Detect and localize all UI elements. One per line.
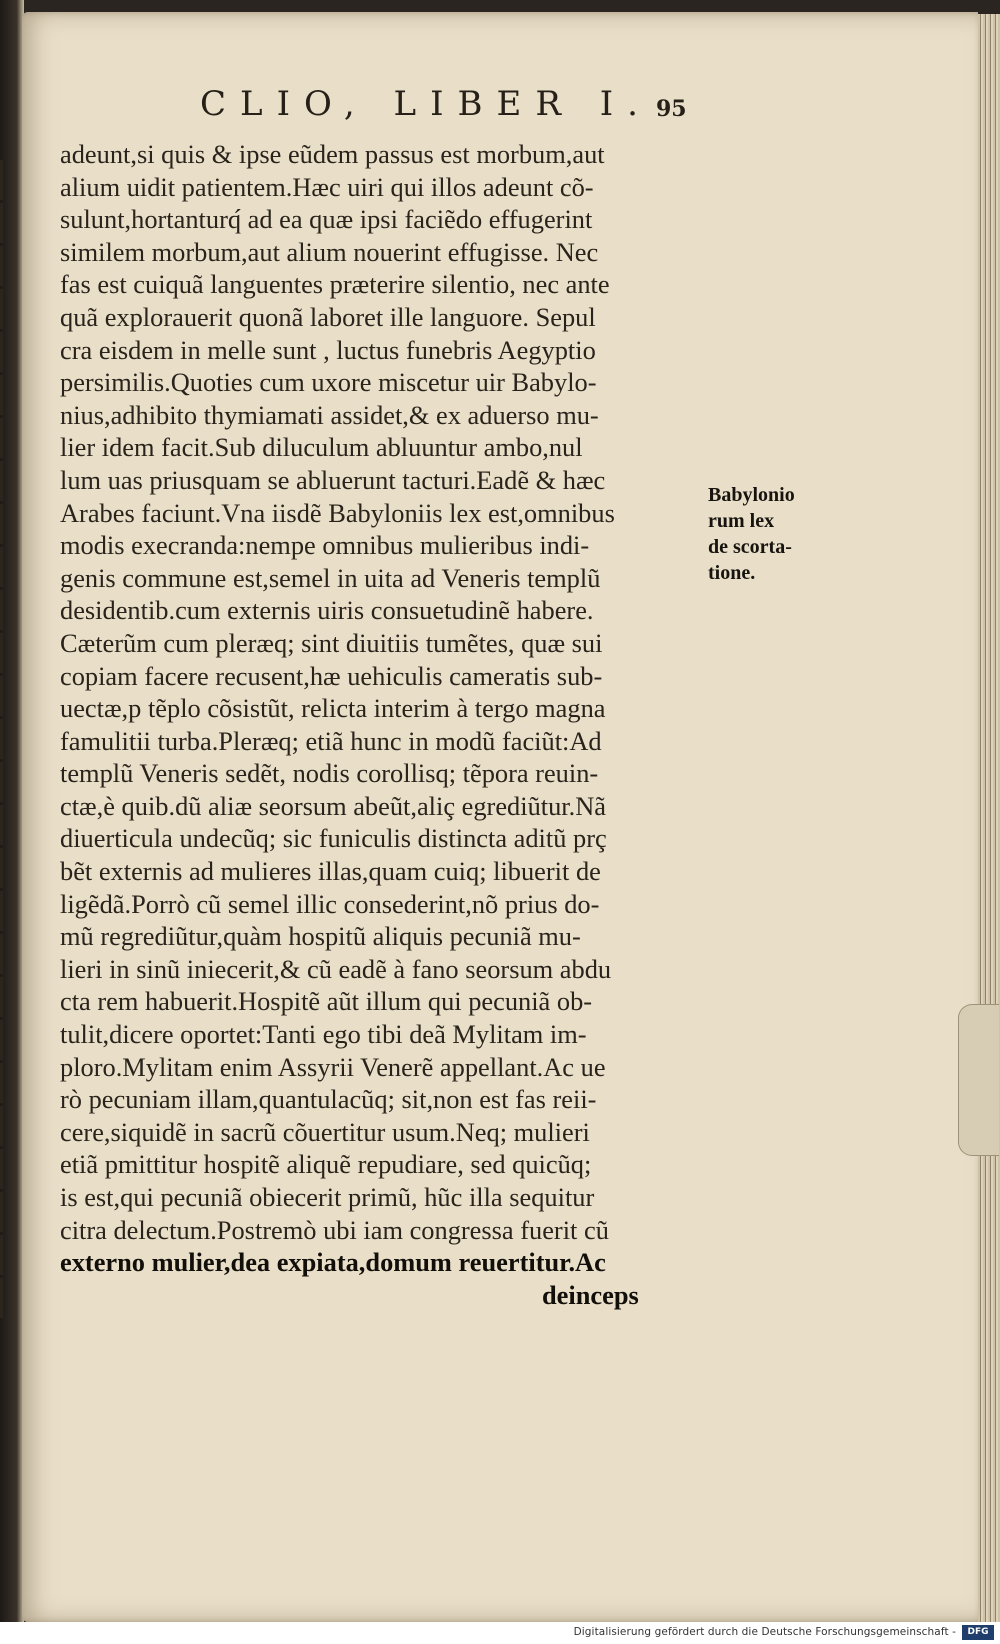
text-line: mũ regrediũtur,quàm hospitũ aliquis pecuniã mu- (60, 921, 581, 952)
running-title: CLIO, LIBER I. (200, 84, 652, 124)
text-line: sulunt,hortanturq́ ad ea quæ ipsi faciẽdo effugerint (60, 204, 593, 235)
text-line: cra eisdem in melle sunt , luctus funebris Aegyptio (60, 334, 596, 365)
text-line: nius,adhibito thymiamati assidet,& ex aduerso mu- (60, 399, 599, 430)
footer-bar (0, 1622, 1000, 1644)
text-line: templũ Veneris sedẽt, nodis corollisq; tẽpora reuin- (60, 758, 599, 789)
text-line: modis execranda:nempe omnibus mulieribus indi- (60, 530, 590, 561)
text-line: adeunt,si quis & ipse eũdem passus est morbum,aut (60, 139, 605, 169)
text-line: genis commune est,semel in uita ad Veneris templũ (60, 562, 601, 593)
text-line: uectæ,p tẽplo cõsistũt, relicta interim à tergo magna (60, 693, 606, 724)
text-line: desidentib.cum externis uiris consuetudinẽ habere. (60, 595, 594, 626)
folio-number: 95 (656, 96, 687, 122)
text-line: citra delectum.Postremò ubi iam congressa fuerit cũ (60, 1214, 609, 1245)
text-line: etiã pmittitur hospitẽ aliquẽ repudiare, sed quicũq; (60, 1149, 592, 1180)
text-line: cta rem habuerit.Hospitẽ aũt illum qui pecuniã ob- (60, 986, 593, 1017)
text-line: similem morbum,aut alium nouerint effugisse. Nec (60, 236, 599, 267)
text-line: Cæterũm cum pleræq; sint diuitiis tumẽtes, quæ sui (60, 627, 603, 658)
page-tab (958, 1004, 999, 1156)
text-line: Arabes faciunt.Vna iisdẽ Babyloniis lex est,omnibus (60, 497, 615, 528)
text-line: deinceps (542, 1279, 639, 1310)
dfg-logo: DFG (962, 1625, 994, 1640)
text-line: rò pecuniam illam,quantulacũq; sit,non est fas reii- (60, 1084, 597, 1115)
text-line: fas est cuiquã languentes præterire silentio, nec ante (60, 269, 610, 300)
text-line: lum uas priusquam se abluerunt tacturi.Eadẽ & hæc (60, 464, 606, 495)
text-line: copiam facere recusent,hæ uehiculis cameratis sub- (60, 660, 603, 691)
margin-note-line: de scorta- (708, 536, 792, 558)
body-text (60, 138, 720, 1311)
text-line: famulitii turba.Pleræq; etiã hunc in modũ faciũt:Ad (60, 725, 602, 756)
text-line: is est,qui pecuniã obiecerit primũ, hũc illa sequitur (60, 1182, 595, 1212)
margin-note (708, 482, 804, 586)
page-edges (978, 0, 1000, 1644)
text-line: bẽt externis ad mulieres illas,quam cuiq; libuerit de (60, 856, 601, 887)
margin-note-line: tione. (708, 562, 756, 584)
text-line: alium uidit patientem.Hæc uiri qui illos adeunt cõ- (60, 171, 594, 202)
text-line: lier idem facit.Sub diluculum abluuntur ambo,nul (60, 432, 583, 463)
text-line: diuerticula undecũq; sic funiculis distincta aditũ prç (60, 823, 607, 854)
text-line: quã explorauerit quonã laboret ille languore. Sepul (60, 301, 596, 332)
text-line: ligẽdã.Porrò cũ semel illic consederint,nõ prius do- (60, 888, 600, 919)
text-line: lieri in sinũ iniecerit,& cũ eadẽ à fano seorsum abdu (60, 953, 612, 984)
funding-credit: Digitalisierung gefördert durch die Deutsche Forschungsgemeinschaft - (573, 1626, 956, 1638)
text-line: ploro.Mylitam enim Assyrii Venerẽ appellant.Ac ue (60, 1051, 606, 1082)
text-line: ctæ,è quib.dũ aliæ seorsum abeũt,aliç egrediũtur.Nã (60, 790, 606, 821)
text-line: externo mulier,dea expiata,domum reuertitur.Ac (60, 1247, 606, 1278)
text-line: cere,siquidẽ in sacrũ cõuertitur usum.Neq; mulieri (60, 1116, 590, 1147)
margin-note-line: rum lex (708, 510, 775, 532)
text-line: persimilis.Quoties cum uxore miscetur uir Babylo- (60, 367, 597, 398)
facing-page-bleed (0, 160, 22, 1360)
text-line: tulit,dicere oportet:Tanti ego tibi deã Mylitam im- (60, 1019, 587, 1050)
margin-note-line: Babylonio (708, 484, 795, 506)
